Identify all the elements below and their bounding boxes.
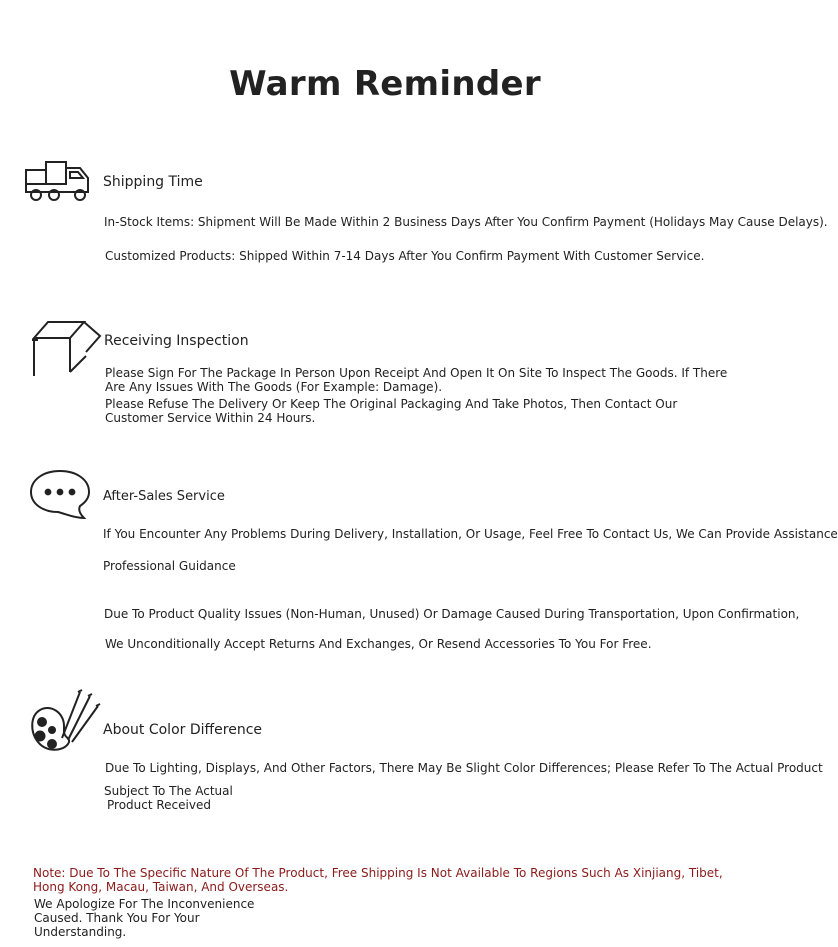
color-line-3: Product Received <box>107 798 211 812</box>
after-sales-line-1: If You Encounter Any Problems During Delivery, Installation, Or Usage, Feel Free To Contact Us, We Can Provide Assistance <box>103 527 838 541</box>
page-title: Warm Reminder <box>229 64 541 104</box>
apology-text: We Apologize For The Inconvenience Caused. Thank You For Your Understanding. <box>34 897 255 939</box>
after-sales-line-2: Professional Guidance <box>103 559 236 573</box>
section-heading-after-sales: After-Sales Service <box>103 489 225 504</box>
truck-icon <box>22 158 102 204</box>
palette-icon <box>28 686 102 756</box>
shipping-line-2: Customized Products: Shipped Within 7-14 Days After You Confirm Payment With Customer Service. <box>105 249 705 263</box>
after-sales-line-3: Due To Product Quality Issues (Non-Human, Unused) Or Damage Caused During Transportation, Upon Confirmation, <box>104 607 800 621</box>
shipping-note: Note: Due To The Specific Nature Of The Product, Free Shipping Is Not Available To Regions Such As Xinjiang, Tibet, Hong Kong, Macau, Taiwan, And Overseas. <box>33 866 723 894</box>
after-sales-line-4: We Unconditionally Accept Returns And Exchanges, Or Resend Accessories To You For Free. <box>105 637 652 651</box>
inspection-line-1: Please Sign For The Package In Person Upon Receipt And Open It On Site To Inspect The Goods. If There Are Any Issues With The Goods (For Example: Damage). <box>105 366 728 394</box>
chat-bubble-icon <box>28 468 92 520</box>
shipping-line-1: In-Stock Items: Shipment Will Be Made Within 2 Business Days After You Confirm Payment (Holidays May Cause Delays). <box>104 215 828 229</box>
section-heading-shipping: Shipping Time <box>103 174 203 190</box>
box-icon <box>30 318 104 380</box>
color-line-1: Due To Lighting, Displays, And Other Factors, There May Be Slight Color Differences; Please Refer To The Actual Product <box>105 761 823 775</box>
section-heading-inspection: Receiving Inspection <box>104 333 249 349</box>
color-line-2: Subject To The Actual <box>104 784 233 798</box>
inspection-line-2: Please Refuse The Delivery Or Keep The Original Packaging And Take Photos, Then Contact Our Customer Service Within 24 Hours. <box>105 397 678 425</box>
section-heading-color: About Color Difference <box>103 722 263 738</box>
